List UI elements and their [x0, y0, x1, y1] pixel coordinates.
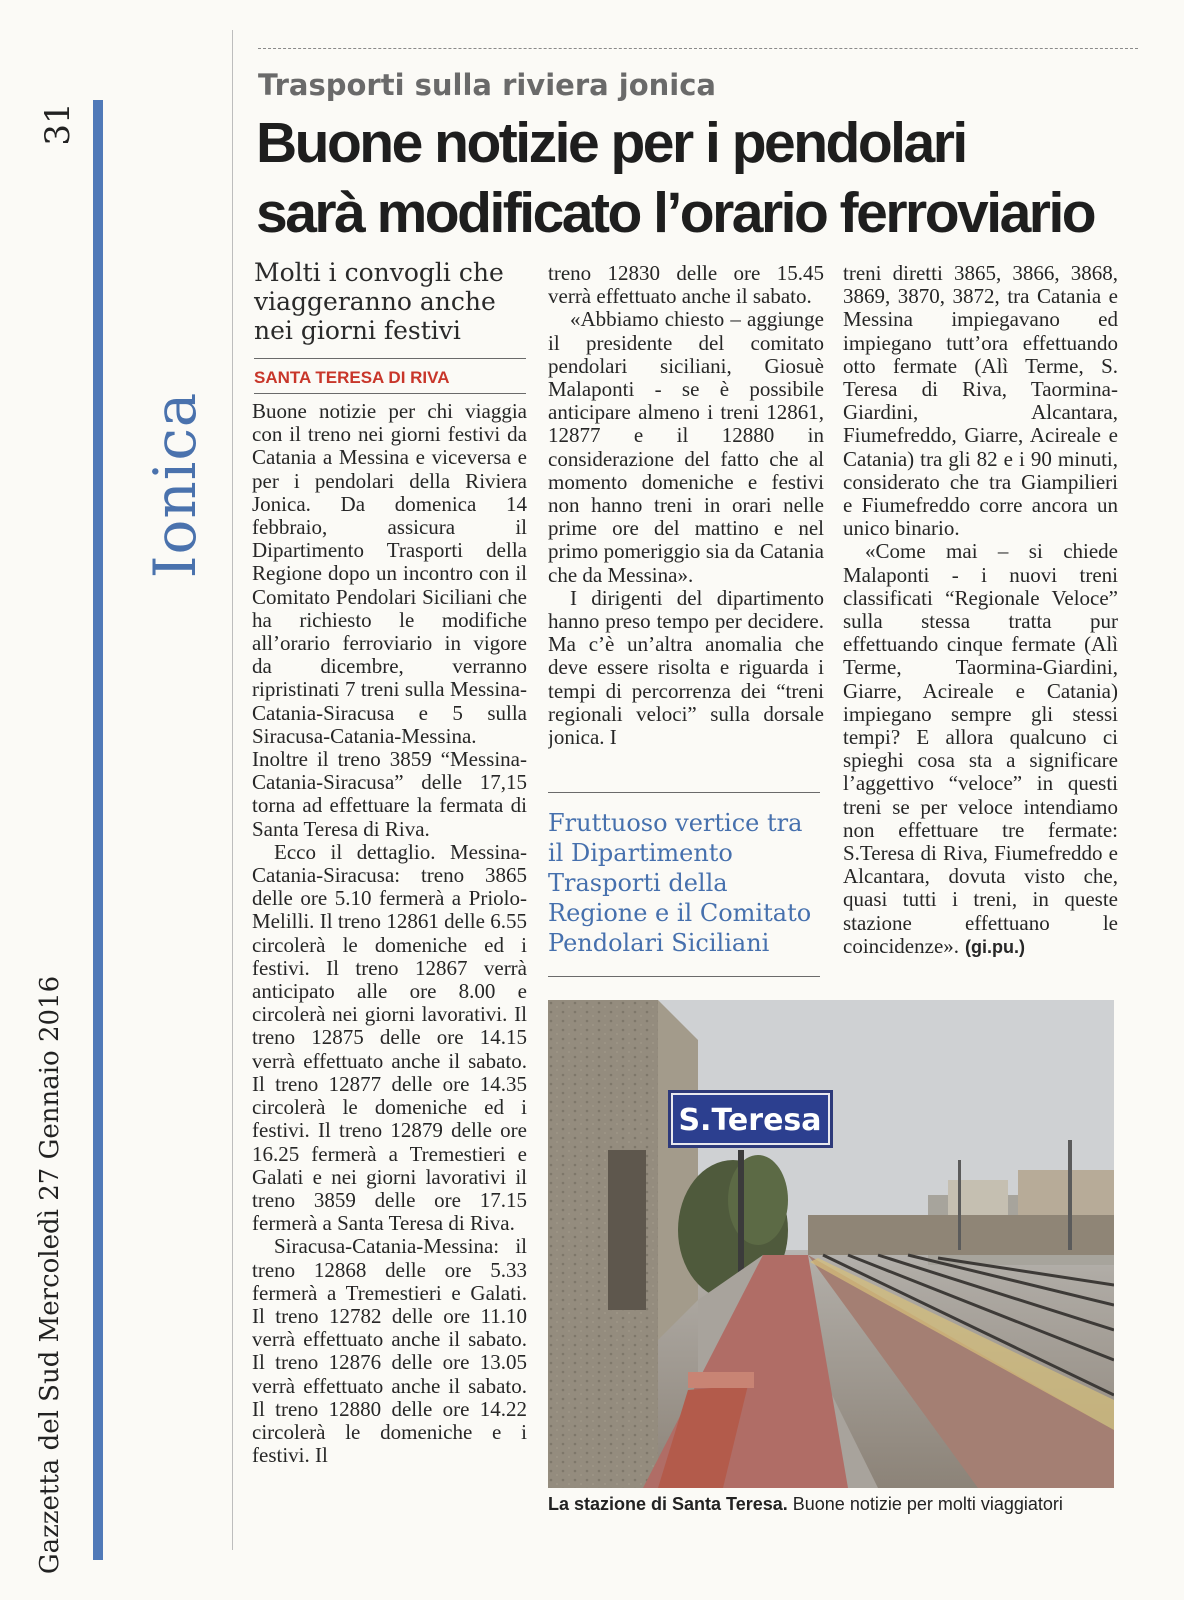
section-color-bar: [93, 100, 103, 1560]
article-kicker: Trasporti sulla riviera jonica: [258, 68, 716, 102]
article-column-1: [252, 400, 527, 1530]
body-paragraph: [843, 540, 1118, 959]
pullquote-bottom-rule: [548, 976, 820, 977]
headline-line-1: Buone notizie per i pendolari: [256, 111, 966, 175]
article-column-2: [548, 262, 824, 777]
author-signature: (gi.pu.): [965, 936, 1026, 957]
headline-line-2: sarà modificato l’orario ferroviario: [256, 181, 1095, 245]
body-paragraph: Ecco il dettaglio. Messina-Catania-Siracusa: treno 3865 delle ore 5.10 fermerà a Priolo-Melilli. Il treno 12861 delle 6.55 circolerà le domeniche ed i festivi. Il treno 12867 verrà anticipato alle ore 8.00 e circolerà nei giorni lavorativi. Il treno 12875 delle ore 14.15 verrà effettuato anche il sabato. Il treno 12877 delle ore 14.35 circolerà le domeniche ed i festivi. Il treno 12879 delle ore 16.25 fermerà a Tremestieri e Galati e nei giorni lavorativi il treno 3859 delle ore 17.15 fermerà a Santa Teresa di Riva.: [252, 839, 527, 1236]
dateline-rule: [254, 393, 526, 394]
body-paragraph: treno 12830 delle ore 15.45 verrà effettuato anche il sabato.: [548, 262, 824, 309]
article-headline: [256, 108, 1136, 248]
photo-caption: [548, 1494, 1128, 1515]
body-paragraph: «Abbiamo chiesto – aggiunge il presidente del comitato pendolari siciliani, Giosuè Malaponti - se è possibile anticipare almeno i treni 12861, 12877 e il 12880 in considerazione del fatto che al momento domeniche e festivi non hanno treni in orari nelle prime ore del mattino e nel primo pomeriggio sia da Catania che da Messina».: [548, 307, 824, 587]
pullquote-top-rule: [548, 792, 820, 793]
pull-quote: Fruttuoso vertice tra il Dipartimento Trasporti della Regione e il Comitato Pendolari Siciliani: [548, 809, 812, 957]
article-subhead: Molti i convogli che viaggeranno anche nei giorni festivi: [254, 258, 504, 345]
subhead-rule: [254, 358, 526, 359]
masthead-date: Gazzetta del Sud Mercoledì 27 Gennaio 2016: [35, 975, 65, 1575]
caption-text: Buone notizie per molti viaggiatori: [792, 1494, 1063, 1514]
station-sign: S.Teresa: [678, 1103, 822, 1138]
scan-edge: [232, 30, 233, 1550]
article-dateline: SANTA TERESA DI RIVA: [254, 368, 450, 387]
body-paragraph: I dirigenti del dipartimento hanno preso tempo per decidere. Ma c’è un’altra anomalia che deve essere risolta e riguarda i tempi di percorrenza dei “treni regionali veloci” sulla dorsale jonica. I: [548, 585, 824, 750]
body-paragraph: Inoltre il treno 3859 “Messina-Catania-Siracusa” delle 17,15 torna ad effettuare la fermata di Santa Teresa di Riva.: [252, 747, 527, 841]
body-paragraph: treni diretti 3865, 3866, 3868, 3869, 3870, 3872, tra Catania e Messina impiegavano ed impiegano tutt’ora effettuando otto fermate (Alì Terme, S. Teresa di Riva, Taormina-Giardini, Alcantara, Fiumefreddo, Giarre, Acireale e Catania) tra gli 82 e i 90 minuti, considerato che tra Giampilieri e Fiumefreddo corre ancora un unico binario.: [843, 262, 1118, 541]
body-paragraph: Siracusa-Catania-Messina: il treno 12868 delle ore 5.33 fermerà a Tremestieri e Galati. Il treno 12782 delle ore 11.10 verrà effettuato anche il sabato. Il treno 12876 delle ore 13.05 verrà effettuato anche il sabato. Il treno 12880 delle ore 14.22 circolerà le domeniche e i festivi. Il: [252, 1234, 527, 1468]
article-column-3: [843, 262, 1118, 992]
caption-title: La stazione di Santa Teresa.: [548, 1494, 788, 1514]
top-dashed-rule: [258, 48, 1138, 49]
closing-quote-text: «Come mai – si chiede Malaponti - i nuovi treni classificati “Regionale Veloce” sulla stessa tratta pur effettuando cinque fermate (Alì Terme, Taormina-Giardini, Giarre, Acireale e Catania) impiegano sempre gli stessi tempi? E allora qualcuno ci spieghi cosa sta a significare l’aggettivo “veloce” in questi treni se per veloce intendiamo non effettuare tre fermate: S.Teresa di Riva, Fiumefreddo e Alcantara, dovuta visto che, quasi tutti i treni, in queste stazione effettuano le coincidenze».: [843, 539, 1118, 958]
section-label: Ionica: [141, 391, 209, 579]
station-photo: [548, 1000, 1114, 1488]
body-paragraph: Buone notizie per chi viaggia con il treno nei giorni festivi da Catania a Messina e viceversa e per i pendolari della Riviera Jonica. Da domenica 14 febbraio, assicura il Dipartimento Trasporti della Regione dopo un incontro con il Comitato Pendolari Siciliani che ha richiesto le modifiche all’orario ferroviario in vigore da dicembre, verranno ripristinati 7 treni sulla Messina-Catania-Siracusa e 5 sulla Siracusa-Catania-Messina.: [252, 400, 527, 748]
page-number: 31: [38, 102, 78, 146]
station-photo-illustration: [548, 1000, 1114, 1488]
